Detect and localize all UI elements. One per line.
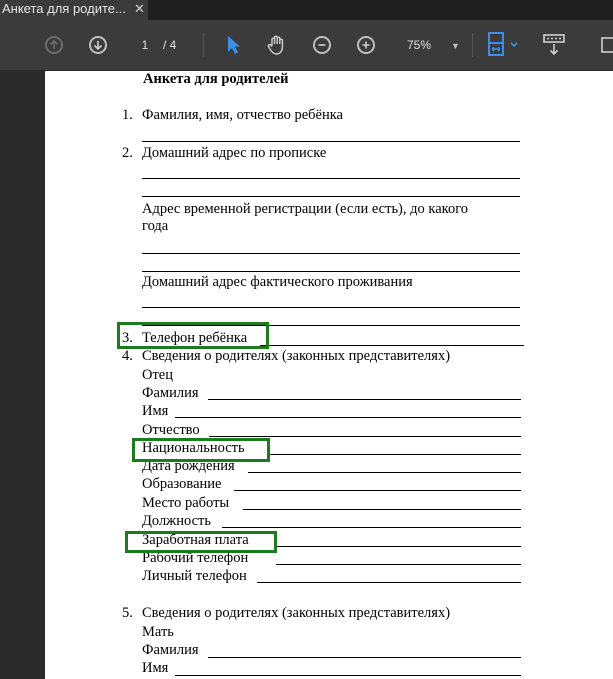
item-number: 4. xyxy=(122,348,133,364)
answer-line xyxy=(142,271,520,272)
answer-line xyxy=(275,546,521,547)
answer-line xyxy=(142,253,520,254)
answer-line xyxy=(222,527,521,528)
answer-line xyxy=(208,657,521,658)
father-workphone-label: Рабочий телефон xyxy=(142,550,249,566)
page-number-input[interactable]: 1 xyxy=(141,38,149,52)
father-birthdate-label: Дата рождения xyxy=(142,458,235,474)
zoom-in-button[interactable] xyxy=(354,20,378,70)
arrow-down-icon xyxy=(89,36,107,54)
select-cursor-icon xyxy=(227,35,241,55)
father-patronymic-label: Отчество xyxy=(142,422,200,438)
item-number: 2. xyxy=(122,145,133,161)
mother-label: Мать xyxy=(142,624,174,640)
zoom-dropdown-icon[interactable]: ▼ xyxy=(451,41,460,51)
fit-page-icon xyxy=(486,31,520,59)
answer-line xyxy=(175,675,521,676)
mother-name-label: Имя xyxy=(142,660,169,676)
scroll-mode-button[interactable] xyxy=(540,20,568,70)
answer-line xyxy=(243,509,521,510)
parents-info-label-2: Сведения о родителях (законных представителях) xyxy=(142,605,451,621)
highlight-child-phone xyxy=(117,322,269,349)
zoom-out-button[interactable] xyxy=(310,20,334,70)
answer-line xyxy=(267,454,521,455)
child-fullname-label: Фамилия, имя, отчество ребёнка xyxy=(142,107,343,123)
mother-surname-label: Фамилия xyxy=(142,642,199,658)
answer-line xyxy=(142,196,520,197)
answer-line xyxy=(142,178,520,179)
fit-page-button[interactable] xyxy=(485,20,521,70)
hand-icon xyxy=(266,34,288,56)
item-number: 1. xyxy=(122,107,133,123)
actual-address-label: Домашний адрес фактического проживания xyxy=(142,274,413,290)
document-tab-title: Анкета для родите... xyxy=(2,1,126,16)
father-name-label: Имя xyxy=(142,403,169,419)
answer-line xyxy=(175,417,521,418)
father-salary-label: Заработная плата xyxy=(142,532,249,548)
temp-registration-label-cont: года xyxy=(142,218,169,234)
item-number: 5. xyxy=(122,605,133,621)
toolbar xyxy=(0,20,613,71)
hand-tool-button[interactable] xyxy=(264,20,290,70)
father-personalphone-label: Личный телефон xyxy=(142,568,247,584)
toolbar-divider xyxy=(203,33,204,57)
answer-line xyxy=(208,399,521,400)
father-position-label: Должность xyxy=(142,513,211,529)
answer-line xyxy=(248,472,521,473)
page-total: / 4 xyxy=(163,38,177,52)
child-phone-label: Телефон ребёнка xyxy=(142,330,248,346)
answer-line xyxy=(142,307,520,308)
father-workplace-label: Место работы xyxy=(142,495,230,511)
zoom-level[interactable]: 75% xyxy=(407,38,432,52)
page-heading: Анкета для родителей xyxy=(143,71,289,87)
pdf-page xyxy=(45,71,613,679)
highlight-nationality xyxy=(132,438,270,462)
temp-registration-label: Адрес временной регистрации (если есть), до какого xyxy=(142,201,469,217)
close-tab-icon[interactable]: ✕ xyxy=(134,1,145,16)
answer-line xyxy=(276,564,521,565)
scroll-mode-icon xyxy=(542,32,566,58)
tab-strip xyxy=(0,0,613,20)
answer-line xyxy=(257,582,521,583)
document-tab[interactable] xyxy=(0,0,148,20)
father-nationality-label: Национальность xyxy=(142,440,245,456)
father-education-label: Образование xyxy=(142,476,222,492)
answer-line xyxy=(209,436,521,437)
parents-info-label: Сведения о родителях (законных представителях) xyxy=(142,348,451,364)
previous-page-button[interactable] xyxy=(42,20,66,70)
zoom-in-icon xyxy=(357,36,375,54)
father-label: Отец xyxy=(142,367,174,383)
select-tool-button[interactable] xyxy=(222,20,246,70)
left-gutter xyxy=(0,71,45,679)
home-address-label: Домашний адрес по прописке xyxy=(142,145,327,161)
panel-icon xyxy=(600,35,613,55)
father-surname-label: Фамилия xyxy=(142,385,199,401)
toolbar-divider xyxy=(472,33,473,57)
answer-line xyxy=(234,490,521,491)
answer-line xyxy=(260,345,524,346)
arrow-up-icon xyxy=(45,36,63,54)
zoom-out-icon xyxy=(313,36,331,54)
next-page-button[interactable] xyxy=(86,20,110,70)
item-number: 3. xyxy=(122,330,133,346)
answer-line xyxy=(142,141,520,142)
side-panel-button[interactable] xyxy=(600,20,613,70)
highlight-salary xyxy=(125,531,277,553)
